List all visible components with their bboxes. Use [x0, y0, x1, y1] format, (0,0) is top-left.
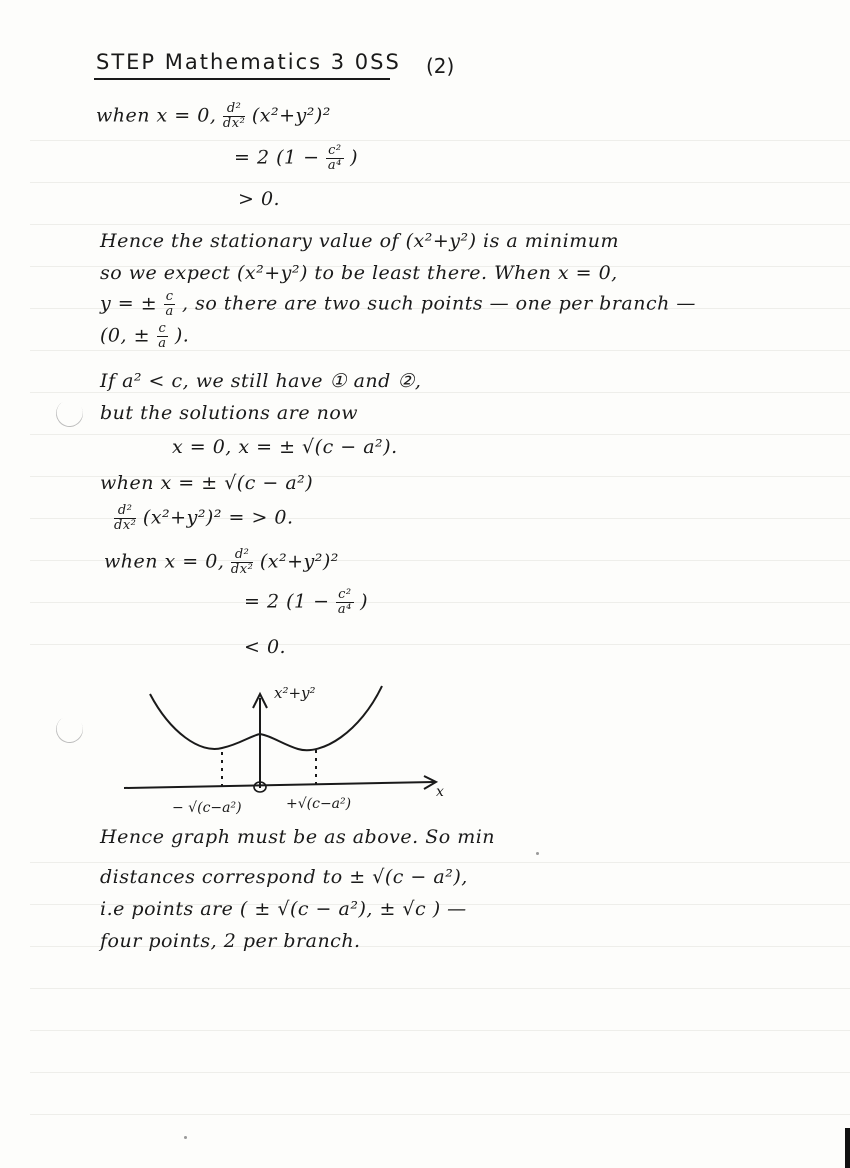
text: when x = 0,	[96, 104, 217, 127]
text-line: Hence the stationary value of (x²+y²) is a minimum	[100, 230, 619, 252]
denominator: a	[158, 336, 167, 351]
text-line: when x = ± √(c − a²)	[100, 472, 314, 494]
page-number: (2)	[426, 54, 455, 78]
paper-speck	[184, 1136, 187, 1139]
text: )	[360, 590, 369, 613]
derivation-line	[104, 548, 339, 577]
text-line: If a² < c, we still have ① and ②,	[100, 370, 422, 392]
punch-hole	[51, 711, 88, 748]
derivation-line	[234, 144, 358, 173]
text-line: x = 0, x = ± √(c − a²).	[172, 436, 398, 458]
ruled-line	[30, 1114, 850, 1115]
text-line: distances correspond to ± √(c − a²),	[100, 866, 468, 888]
sketch-graph	[110, 672, 460, 822]
ruled-line	[30, 224, 850, 225]
fraction	[336, 588, 354, 617]
title-underline	[94, 78, 390, 80]
text: , so there are two such points — one per branch —	[182, 292, 696, 315]
fraction	[157, 322, 169, 351]
text-line	[100, 322, 189, 351]
fraction	[114, 504, 136, 533]
ruled-line	[30, 392, 850, 393]
denominator: a	[165, 304, 174, 319]
numerator: c	[158, 321, 167, 336]
left-tick-label: − √(c−a²)	[172, 800, 242, 816]
text: (x²+y²)²	[259, 550, 339, 573]
ruled-line	[30, 434, 850, 435]
denominator: a⁴	[337, 602, 352, 617]
graph-curve	[150, 686, 382, 750]
ruled-line	[30, 988, 850, 989]
derivation-line	[96, 102, 331, 131]
y-axis-label: x²+y²	[274, 684, 316, 702]
numerator: c	[165, 289, 174, 304]
paper-speck	[536, 852, 539, 855]
text-line: i.e points are ( ± √(c − a²), ± √c ) —	[100, 898, 467, 920]
x-axis-label: x	[436, 784, 444, 800]
page-title: STEP Mathematics 3 0SS	[96, 50, 401, 74]
derivation-line: < 0.	[244, 636, 287, 658]
denominator: dx²	[230, 562, 254, 577]
numerator: d²	[223, 102, 245, 117]
derivation-line: > 0.	[238, 188, 281, 210]
text-line: Hence graph must be as above. So min	[100, 826, 496, 848]
numerator: c²	[328, 143, 342, 158]
ruled-line	[30, 1072, 850, 1073]
scan-edge-mark	[845, 1128, 850, 1168]
text-line	[100, 290, 696, 319]
denominator: dx²	[114, 518, 137, 533]
denominator: a⁴	[327, 158, 342, 173]
text: )	[350, 146, 359, 169]
text: (x²+y²)² = > 0.	[142, 506, 294, 529]
right-tick-label: +√(c−a²)	[286, 796, 352, 812]
ruled-line	[30, 182, 850, 183]
ruled-line	[30, 140, 850, 141]
text: = 2 (1 −	[234, 146, 320, 169]
text-line: but the solutions are now	[100, 402, 359, 424]
numerator: d²	[231, 548, 253, 563]
text: (x²+y²)²	[251, 104, 331, 127]
fraction	[164, 290, 176, 319]
fraction	[223, 102, 245, 131]
x-axis	[124, 782, 434, 788]
punch-hole	[51, 395, 88, 432]
text-line: so we expect (x²+y²) to be least there. When x = 0,	[100, 262, 618, 284]
fraction	[326, 144, 344, 173]
derivation-line	[244, 588, 368, 617]
text: when x = 0,	[104, 550, 225, 573]
text: (0, ±	[100, 324, 150, 347]
derivation-line	[114, 504, 294, 533]
ruled-line	[30, 602, 850, 603]
ruled-line	[30, 862, 850, 863]
text: = 2 (1 −	[244, 590, 330, 613]
fraction	[231, 548, 253, 577]
numerator: d²	[114, 504, 136, 519]
ruled-line	[30, 644, 850, 645]
ruled-line	[30, 1030, 850, 1031]
text: ).	[174, 324, 190, 347]
text: y = ±	[100, 292, 158, 315]
numerator: c²	[338, 587, 352, 602]
denominator: dx²	[222, 116, 246, 131]
text-line: four points, 2 per branch.	[100, 930, 361, 952]
